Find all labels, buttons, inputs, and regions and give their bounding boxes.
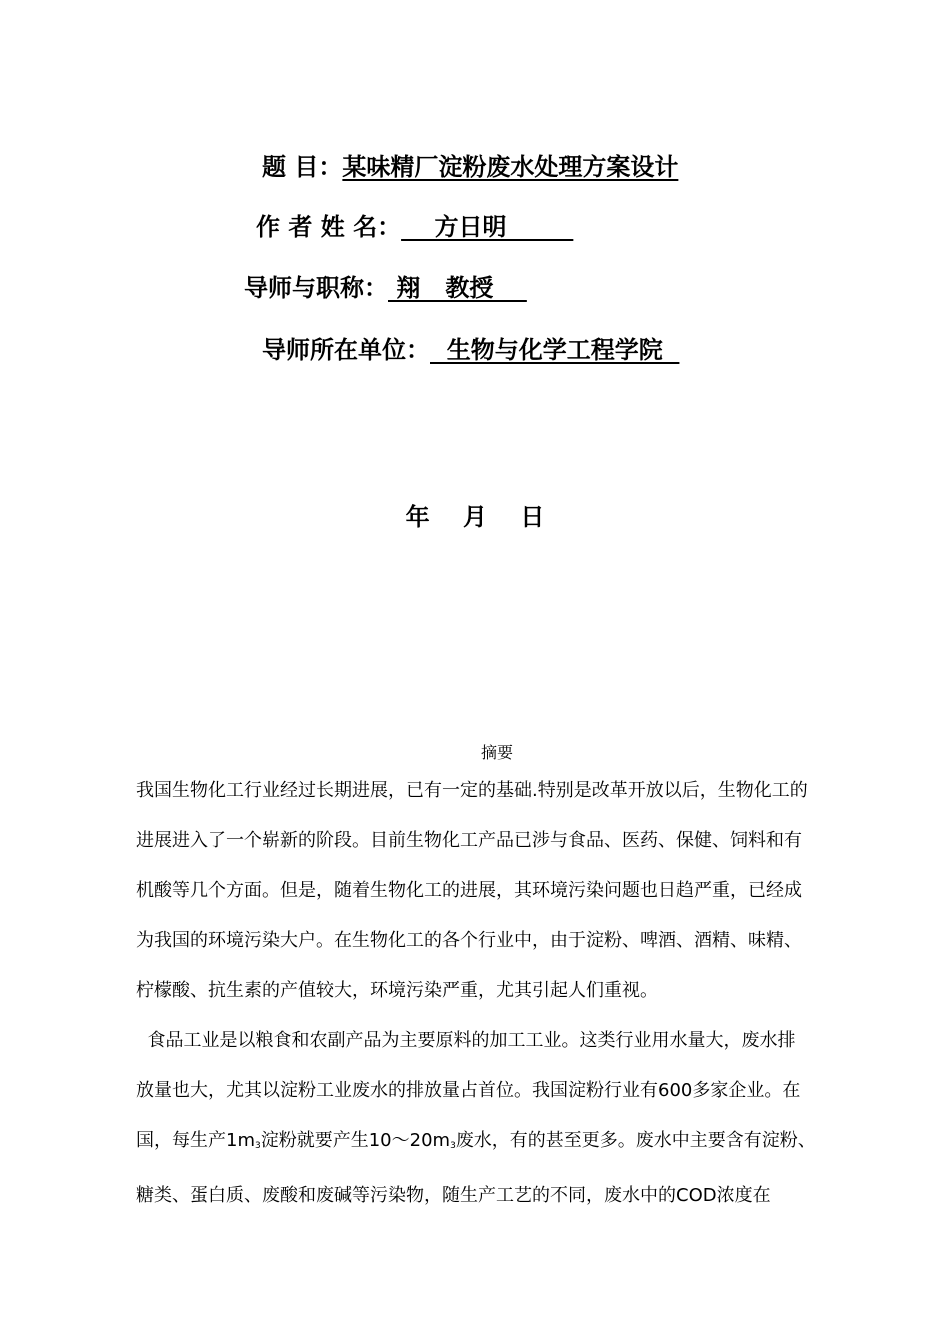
unit-value: 生物与化学工程学院: [430, 336, 680, 364]
advisor-row: [244, 273, 527, 303]
abstract-title: 摘要: [480, 743, 513, 762]
cubic-subscript-1: 3: [255, 1141, 261, 1151]
abstract-paragraph-1: [136, 766, 856, 1016]
advisor-value: 翔 教授: [388, 274, 527, 302]
abstract-line-2: 进展进入了一个崭新的阶段。目前生物化工产品已涉与食品、医药、保健、饲料和有: [136, 830, 802, 851]
abstract-line-7: 放量也大，尤其以淀粉工业废水的排放量占首位。我国淀粉行业有600多家企业。在: [136, 1080, 801, 1101]
abstract-line-4: 为我国的环境污染大户。在生物化工的各个行业中，由于淀粉、啤酒、酒精、味精、: [136, 930, 802, 951]
abstract-line-9: 糖类、蛋白质、废酸和废碱等污染物，随生产工艺的不同，废水中的COD浓度在: [136, 1185, 771, 1206]
cubic-subscript-2: 3: [450, 1141, 456, 1151]
unit-label: 导师所在单位：: [262, 336, 430, 364]
date-line: 年 月 日: [405, 503, 545, 531]
line-8-part-c: 废水，有的甚至更多。废水中主要含有淀粉、: [455, 1130, 816, 1151]
author-label: 作 者 姓 名：: [256, 213, 402, 241]
abstract-line-1: 我国生物化工行业经过长期进展，已有一定的基础.特别是改革开放以后，生物化工的: [136, 780, 808, 801]
topic-row: [262, 152, 678, 182]
author-value: 方日明: [401, 213, 574, 241]
abstract-line-5: 柠檬酸、抗生素的产值较大，环境污染严重，尤其引起人们重视。: [136, 980, 658, 1001]
line-8-part-a: 国，每生产1m: [136, 1130, 255, 1151]
abstract-line-8: [136, 1116, 856, 1171]
abstract-paragraph-2: [136, 1016, 856, 1221]
author-row: [256, 212, 573, 242]
topic-label: 题 目：: [262, 153, 343, 181]
abstract-line-3: 机酸等几个方面。但是，随着生物化工的进展，其环境污染问题也日趋严重，已经成: [136, 880, 802, 901]
abstract-line-6: 食品工业是以粮食和农副产品为主要原料的加工工业。这类行业用水量大，废水排: [136, 1030, 796, 1051]
advisor-label: 导师与职称：: [244, 274, 388, 302]
topic-value: 某味精厂淀粉废水处理方案设计: [342, 153, 679, 181]
unit-row: [262, 335, 679, 365]
line-8-part-b: 淀粉就要产生10～20m: [260, 1130, 451, 1151]
